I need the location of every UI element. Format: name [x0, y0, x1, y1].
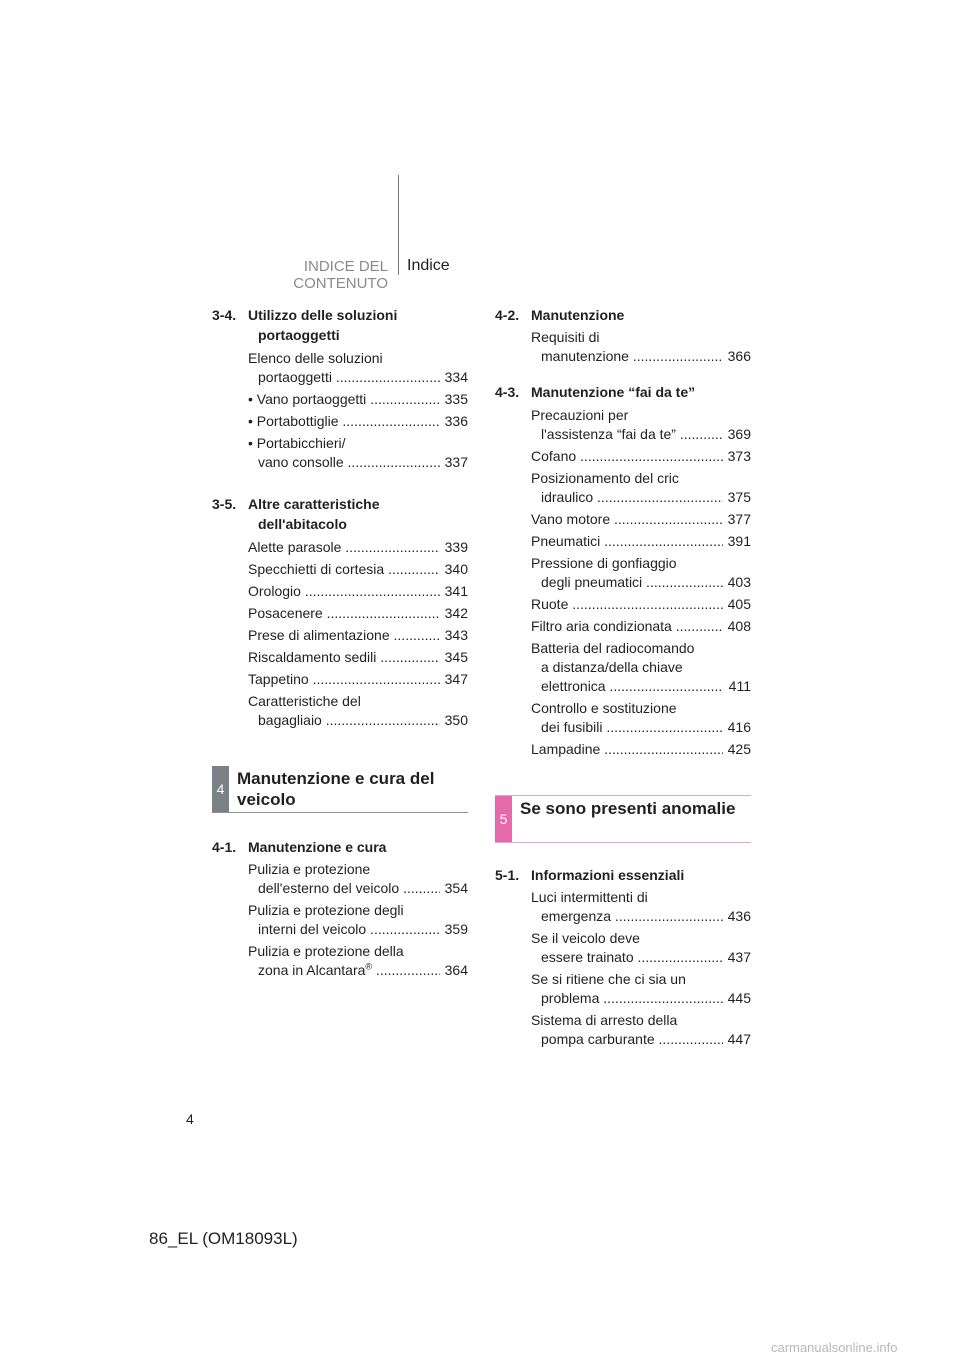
toc-entry[interactable] — [248, 692, 468, 730]
toc-entry[interactable] — [248, 560, 468, 579]
entry-page-number: 364 — [444, 962, 468, 978]
chapter-number: 5 — [495, 796, 512, 842]
entry-list — [248, 860, 468, 980]
entry-page-number: 425 — [727, 741, 751, 757]
entry-text: interni del veicolo ..... — [258, 920, 440, 939]
entry-text: Ruote ..... — [531, 595, 723, 614]
entry-list — [531, 888, 751, 1049]
toc-entry[interactable] — [531, 929, 751, 967]
toc-entry[interactable] — [531, 554, 751, 592]
entry-text: Lampadine ..... — [531, 740, 723, 759]
entry-text: zona in Alcantara® ..... — [258, 961, 440, 980]
entry-page-number: 345 — [444, 649, 468, 665]
entry-page-number: 375 — [727, 489, 751, 505]
entry-page-number: 416 — [727, 719, 751, 735]
entry-page-number: 339 — [444, 539, 468, 555]
entry-text: Posizionamento del cric — [531, 470, 679, 486]
header-divider — [398, 175, 399, 275]
chapter-tab — [495, 795, 751, 843]
toc-entry[interactable] — [248, 604, 468, 623]
entry-text: elettronica ..... — [541, 677, 723, 696]
toc-right-column — [495, 305, 751, 1049]
entry-text: Requisiti di — [531, 329, 600, 345]
entry-list — [248, 538, 468, 730]
entry-text: Pulizia e protezione della — [248, 943, 404, 959]
section-title: Manutenzione e cura — [248, 839, 387, 855]
entry-text: • Portabottiglie ..... — [248, 412, 440, 431]
entry-page-number: 405 — [727, 596, 751, 612]
entry-text: • Portabicchieri/ — [248, 435, 346, 451]
entry-text: Pulizia e protezione — [248, 861, 371, 877]
entry-page-number: 366 — [727, 348, 751, 364]
entry-text: Luci intermittenti di — [531, 889, 648, 905]
toc-entry[interactable] — [531, 699, 751, 737]
entry-page-number: 437 — [727, 949, 751, 965]
entry-text: Controllo e sostituzione — [531, 700, 677, 716]
entry-text: Elenco delle soluzioni — [248, 350, 383, 366]
toc-entry[interactable] — [248, 901, 468, 939]
toc-entry[interactable] — [531, 740, 751, 759]
entry-page-number: 359 — [444, 921, 468, 937]
entry-page-number: 408 — [727, 618, 751, 634]
toc-entry[interactable] — [531, 888, 751, 926]
entry-text: Se si ritiene che ci sia un — [531, 971, 686, 987]
entry-page-number: 436 — [727, 908, 751, 924]
toc-entry[interactable] — [248, 860, 468, 898]
entry-page-number: 391 — [727, 533, 751, 549]
entry-text: idraulico ..... — [541, 488, 723, 507]
section-title: Utilizzo delle soluzioni — [248, 307, 398, 323]
entry-text: vano consolle ..... — [258, 453, 440, 472]
section-title: Manutenzione “fai da te” — [531, 384, 696, 400]
toc-entry[interactable] — [248, 582, 468, 601]
section-heading — [212, 305, 468, 345]
entry-text: problema ..... — [541, 989, 723, 1008]
entry-text: Pulizia e protezione degli — [248, 902, 404, 918]
chapter-title: Se sono presenti anomalie — [520, 799, 736, 818]
watermark: carmanualsonline.info — [771, 1340, 898, 1355]
entry-text: manutenzione ..... — [541, 347, 723, 366]
entry-text: • Vano portaoggetti ..... — [248, 390, 440, 409]
toc-entry[interactable] — [531, 510, 751, 529]
entry-page-number: 447 — [727, 1031, 751, 1047]
section-number: 4-2. — [495, 307, 520, 323]
toc-entry[interactable] — [248, 626, 468, 645]
toc-entry[interactable] — [248, 942, 468, 980]
toc-entry[interactable] — [248, 434, 468, 472]
section-title-cont: dell'abitacolo — [258, 516, 347, 532]
entry-page-number: 343 — [444, 627, 468, 643]
entry-list — [531, 328, 751, 366]
entry-text: pompa carburante ..... — [541, 1030, 723, 1049]
entry-page-number: 340 — [444, 561, 468, 577]
entry-text: Pressione di gonfiaggio — [531, 555, 677, 571]
entry-text: dell'esterno del veicolo ..... — [258, 879, 440, 898]
toc-entry[interactable] — [248, 538, 468, 557]
chapter-number: 4 — [212, 766, 229, 812]
entry-text: essere trainato ..... — [541, 948, 723, 967]
header-toc-label: INDICE DEL CONTENUTO — [293, 258, 388, 292]
section-title: Informazioni essenziali — [531, 867, 685, 883]
entry-text: Specchietti di cortesia ..... — [248, 560, 440, 579]
entry-text: Orologio ..... — [248, 582, 440, 601]
entry-list — [248, 349, 468, 472]
entry-page-number: 369 — [727, 426, 751, 442]
entry-page-number: 445 — [727, 990, 751, 1006]
entry-text: Prese di alimentazione ..... — [248, 626, 440, 645]
entry-text: Vano motore ..... — [531, 510, 723, 529]
toc-entry[interactable] — [248, 648, 468, 667]
entry-page-number: 350 — [444, 712, 468, 728]
section-title-cont: portaoggetti — [258, 327, 340, 343]
toc-entry[interactable] — [531, 595, 751, 614]
toc-entry[interactable] — [531, 447, 751, 466]
section-heading — [212, 494, 468, 534]
entry-text: Posacenere ..... — [248, 604, 440, 623]
section-heading — [212, 837, 468, 857]
section-number: 4-3. — [495, 384, 520, 400]
entry-page-number: 354 — [444, 880, 468, 896]
header-index-label: Indice — [407, 257, 450, 274]
entry-text: Filtro aria condizionata ..... — [531, 617, 723, 636]
entry-page-number: 341 — [444, 583, 468, 599]
entry-page-number: 411 — [728, 678, 751, 694]
toc-entry[interactable] — [531, 617, 751, 636]
section-heading — [495, 865, 751, 885]
entry-text: dei fusibili ..... — [541, 718, 723, 737]
section-number: 3-4. — [212, 307, 237, 323]
entry-page-number: 336 — [444, 413, 468, 429]
section-title: Altre caratteristiche — [248, 496, 380, 512]
chapter-tab — [212, 766, 468, 813]
document-code: 86_EL (OM18093L) — [149, 1229, 298, 1248]
entry-text: Precauzioni per — [531, 407, 629, 423]
entry-text: Riscaldamento sedili ..... — [248, 648, 440, 667]
toc-entry[interactable] — [531, 970, 751, 1008]
entry-text: Se il veicolo deve — [531, 930, 640, 946]
entry-text: Batteria del radiocomando — [531, 640, 695, 656]
entry-page-number: 403 — [727, 574, 751, 590]
section-title: Manutenzione — [531, 307, 625, 323]
toc-entry[interactable] — [531, 532, 751, 551]
entry-page-number: 337 — [444, 454, 468, 470]
chapter-title: Manutenzione e cura del veicolo — [237, 769, 435, 809]
entry-text: Sistema di arresto della — [531, 1012, 678, 1028]
toc-entry[interactable] — [248, 390, 468, 409]
entry-page-number: 373 — [727, 448, 751, 464]
toc-entry[interactable] — [531, 406, 751, 444]
entry-text: Caratteristiche del — [248, 693, 361, 709]
section-number: 4-1. — [212, 839, 237, 855]
toc-entry[interactable] — [531, 639, 751, 696]
registered-mark: ® — [365, 961, 373, 972]
entry-text: emergenza ..... — [541, 907, 723, 926]
section-heading — [495, 382, 751, 402]
entry-text: Cofano ..... — [531, 447, 723, 466]
entry-page-number: 342 — [444, 605, 468, 621]
entry-text: Pneumatici ..... — [531, 532, 723, 551]
toc-entry[interactable] — [531, 1011, 751, 1049]
entry-text: portaoggetti ..... — [258, 368, 440, 387]
entry-text: a distanza/della chiave — [541, 659, 683, 675]
toc-left-column — [212, 305, 468, 980]
toc-entry[interactable] — [248, 349, 468, 387]
entry-text: bagagliaio ..... — [258, 711, 440, 730]
entry-page-number: 334 — [444, 369, 468, 385]
entry-list — [531, 406, 751, 759]
toc-entry[interactable] — [248, 412, 468, 431]
entry-page-number: 347 — [444, 671, 468, 687]
entry-page-number: 335 — [444, 391, 468, 407]
entry-page-number: 377 — [727, 511, 751, 527]
section-heading — [495, 305, 751, 325]
entry-text: Alette parasole ..... — [248, 538, 440, 557]
toc-entry[interactable] — [531, 469, 751, 507]
entry-text: degli pneumatici ..... — [541, 573, 723, 592]
page-number: 4 — [186, 1111, 194, 1127]
entry-text: l'assistenza “fai da te” ..... — [541, 425, 723, 444]
entry-text: Tappetino ..... — [248, 670, 440, 689]
toc-entry[interactable] — [531, 328, 751, 366]
section-number: 3-5. — [212, 496, 237, 512]
toc-entry[interactable] — [248, 670, 468, 689]
section-number: 5-1. — [495, 867, 520, 883]
